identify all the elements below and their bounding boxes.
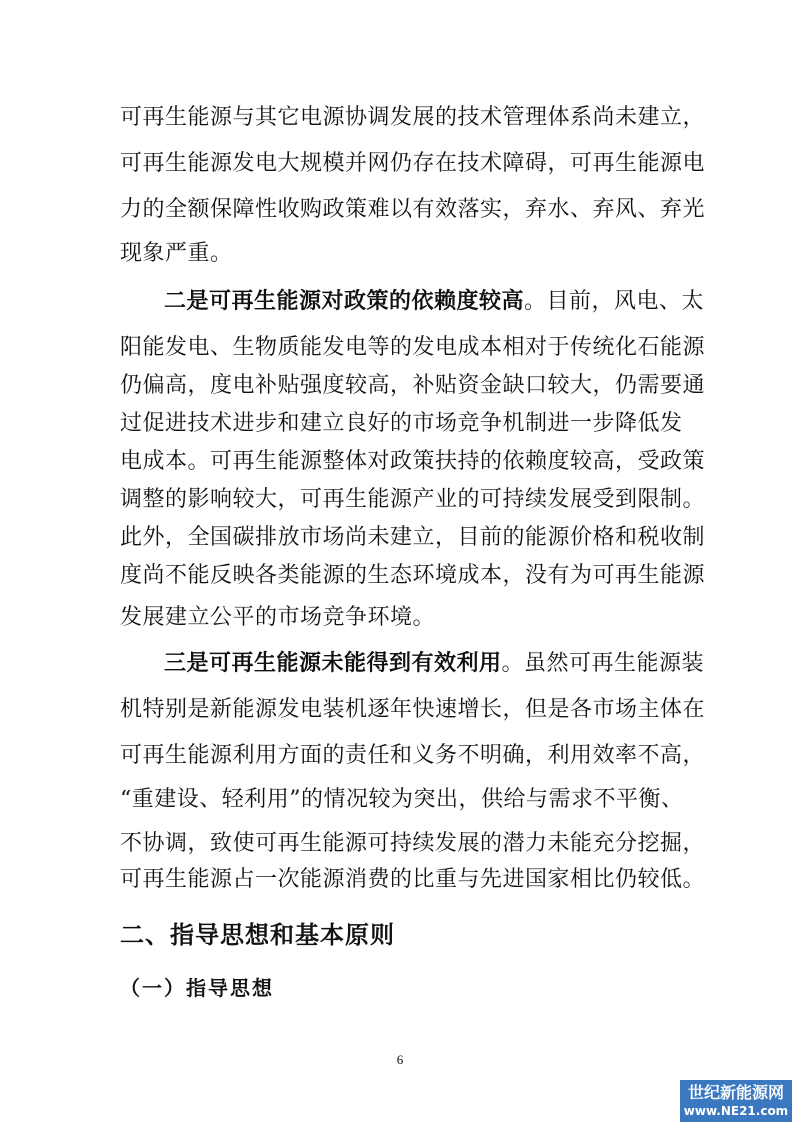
- paragraph-3-line-4: 不协调，致使可再生能源可持续发展的潜力未能充分挖掘，: [120, 831, 706, 856]
- watermark-title: 世纪新能源网: [687, 1083, 784, 1102]
- paragraph-2-bold-lead: 二是可再生能源对政策的依赖度较高: [164, 289, 525, 314]
- paragraph-3-line-2: 可再生能源利用方面的责任和义务不明确，利用效率不高，: [120, 743, 706, 768]
- paragraph-3-line-1: 机特别是新能源发电装机逐年快速增长，但是各市场主体在: [120, 697, 706, 722]
- paragraph-2-line-3: 过促进技术进步和建立良好的市场竞争机制进一步降低发: [120, 411, 683, 436]
- paragraph-1-line-3: 力的全额保障性收购政策难以有效落实，弃水、弃风、弃光: [120, 197, 706, 222]
- paragraph-1-line-2: 可再生能源发电大规模并网仍存在技术障碍，可再生能源电: [120, 151, 706, 176]
- paragraph-3-lead-line: [120, 650, 705, 678]
- paragraph-2-line-2: 仍偏高，度电补贴强度较高，补贴资金缺口较大，仍需要通: [120, 373, 706, 398]
- paragraph-2-line-6: 此外，全国碳排放市场尚未建立，目前的能源价格和税收制: [120, 525, 706, 550]
- paragraph-3-bold-lead: 三是可再生能源未能得到有效利用: [164, 651, 502, 676]
- paragraph-2-line-1: 阳能发电、生物质能发电等的发电成本相对于传统化石能源: [120, 335, 706, 360]
- paragraph-2-line-7: 度尚不能反映各类能源的生态环境成本，没有为可再生能源: [120, 563, 706, 588]
- subsection-heading: （一）指导思想: [120, 976, 274, 1000]
- paragraph-3-lead-rest: 。虽然可再生能源装: [501, 651, 705, 676]
- paragraph-1-line-1: 可再生能源与其它电源协调发展的技术管理体系尚未建立，: [120, 105, 706, 130]
- page-number: 6: [396, 1052, 404, 1067]
- paragraph-2-line-5: 调整的影响较大，可再生能源产业的可持续发展受到限制。: [120, 487, 706, 512]
- section-heading: 二、指导思想和基本原则: [120, 921, 395, 949]
- watermark-url: www.NE21.com: [683, 1104, 789, 1118]
- watermark-logo: [680, 1080, 792, 1122]
- paragraph-2-lead-rest: 。目前，风电、太: [524, 289, 705, 314]
- paragraph-2-lead-line: [120, 288, 705, 316]
- paragraph-1-line-4: 现象严重。: [120, 241, 233, 266]
- paragraph-3-line-3: “重建设、轻利用”的情况较为突出，供给与需求不平衡、: [120, 787, 684, 812]
- paragraph-2-line-8: 发展建立公平的市场竞争环境。: [120, 605, 436, 630]
- paragraph-2-line-4: 电成本。可再生能源整体对政策扶持的依赖度较高，受政策: [120, 449, 706, 474]
- paragraph-3-line-5: 可再生能源占一次能源消费的比重与先进国家相比仍较低。: [120, 867, 706, 892]
